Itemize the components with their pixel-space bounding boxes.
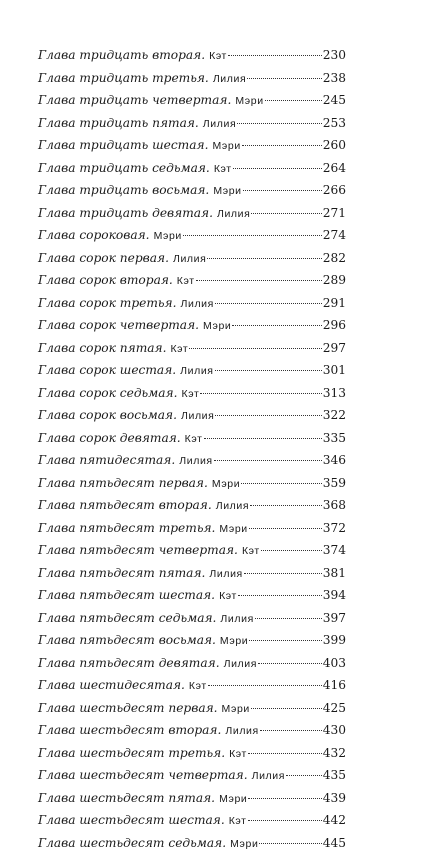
chapter-title: Глава шестьдесят седьмая.	[38, 832, 226, 855]
narrator-name: Кэт	[170, 338, 188, 361]
toc-entry	[38, 584, 346, 607]
page-number: 399	[323, 629, 346, 652]
toc-entry	[38, 674, 346, 697]
dot-leader	[215, 415, 321, 416]
dot-leader	[243, 190, 322, 191]
page-number: 403	[323, 652, 346, 675]
page-number: 260	[323, 134, 346, 157]
page-number: 374	[323, 539, 346, 562]
toc-entry	[38, 607, 346, 630]
dot-leader	[249, 528, 322, 529]
chapter-title: Глава сорок шестая.	[38, 359, 176, 382]
page-number: 439	[323, 787, 346, 810]
chapter-title: Глава тридцать седьмая.	[38, 157, 210, 180]
dot-leader	[258, 663, 322, 664]
toc-entry	[38, 449, 346, 472]
page-number: 335	[323, 427, 346, 450]
dot-leader	[248, 798, 321, 799]
toc-entry	[38, 764, 346, 787]
dot-leader	[189, 348, 321, 349]
narrator-name: Лилия	[225, 720, 258, 743]
narrator-name: Лилия	[220, 608, 253, 631]
dot-leader	[238, 595, 322, 596]
toc-entry	[38, 472, 346, 495]
chapter-title: Глава шестьдесят вторая.	[38, 719, 221, 742]
page-number: 282	[323, 247, 346, 270]
chapter-title: Глава шестьдесят пятая.	[38, 787, 215, 810]
chapter-title: Глава сорок пятая.	[38, 337, 166, 360]
dot-leader	[261, 550, 322, 551]
chapter-title: Глава шестьдесят четвертая.	[38, 764, 248, 787]
chapter-title: Глава сорок третья.	[38, 292, 177, 315]
dot-leader	[251, 213, 321, 214]
toc-entry	[38, 112, 346, 135]
narrator-name: Лилия	[173, 248, 206, 271]
narrator-name: Лилия	[217, 203, 250, 226]
narrator-name: Мэри	[220, 630, 248, 653]
chapter-title: Глава шестидесятая.	[38, 674, 185, 697]
toc-entry	[38, 697, 346, 720]
toc-entry	[38, 359, 346, 382]
dot-leader	[237, 123, 322, 124]
table-of-contents	[38, 44, 346, 854]
dot-leader	[208, 685, 322, 686]
narrator-name: Лилия	[181, 405, 214, 428]
narrator-name: Лилия	[203, 113, 236, 136]
chapter-title: Глава пятьдесят вторая.	[38, 494, 212, 517]
dot-leader	[265, 100, 322, 101]
page-number: 297	[323, 337, 346, 360]
narrator-name: Кэт	[242, 540, 260, 563]
page-number: 289	[323, 269, 346, 292]
toc-entry	[38, 652, 346, 675]
chapter-title: Глава пятьдесят седьмая.	[38, 607, 216, 630]
chapter-title: Глава сорок восьмая.	[38, 404, 177, 427]
dot-leader	[259, 843, 321, 844]
narrator-name: Мэри	[154, 225, 182, 248]
toc-entry	[38, 157, 346, 180]
page-number: 264	[323, 157, 346, 180]
page-number: 442	[323, 809, 346, 832]
page-number: 435	[323, 764, 346, 787]
chapter-title: Глава сорок первая.	[38, 247, 169, 270]
chapter-title: Глава тридцать шестая.	[38, 134, 208, 157]
page-number: 253	[323, 112, 346, 135]
narrator-name: Мэри	[235, 90, 263, 113]
narrator-name: Кэт	[209, 45, 227, 68]
dot-leader	[241, 483, 322, 484]
narrator-name: Кэт	[182, 383, 200, 406]
dot-leader	[183, 235, 322, 236]
toc-entry	[38, 787, 346, 810]
dot-leader	[250, 505, 322, 506]
dot-leader	[233, 168, 322, 169]
narrator-name: Лилия	[180, 360, 213, 383]
toc-entry	[38, 494, 346, 517]
toc-entry	[38, 179, 346, 202]
chapter-title: Глава шестьдесят третья.	[38, 742, 225, 765]
chapter-title: Глава тридцать пятая.	[38, 112, 199, 135]
narrator-name: Кэт	[229, 743, 247, 766]
dot-leader	[215, 303, 322, 304]
narrator-name: Мэри	[212, 135, 240, 158]
toc-entry	[38, 809, 346, 832]
chapter-title: Глава тридцать девятая.	[38, 202, 213, 225]
chapter-title: Глава пятьдесят третья.	[38, 517, 215, 540]
page-number: 230	[323, 44, 346, 67]
chapter-title: Глава сорок девятая.	[38, 427, 181, 450]
page-number: 296	[323, 314, 346, 337]
page-number: 381	[323, 562, 346, 585]
narrator-name: Мэри	[213, 180, 241, 203]
toc-entry	[38, 427, 346, 450]
dot-leader	[232, 325, 321, 326]
chapter-title: Глава сорок вторая.	[38, 269, 173, 292]
narrator-name: Кэт	[229, 810, 247, 833]
dot-leader	[215, 370, 322, 371]
chapter-title: Глава шестьдесят шестая.	[38, 809, 225, 832]
page-number: 346	[323, 449, 346, 472]
dot-leader	[244, 573, 322, 574]
chapter-title: Глава пятьдесят девятая.	[38, 652, 220, 675]
chapter-title: Глава пятьдесят восьмая.	[38, 629, 216, 652]
dot-leader	[242, 145, 322, 146]
page-number: 368	[323, 494, 346, 517]
page-number: 301	[323, 359, 346, 382]
chapter-title: Глава шестьдесят первая.	[38, 697, 218, 720]
page-number: 432	[323, 742, 346, 765]
toc-entry	[38, 202, 346, 225]
narrator-name: Мэри	[230, 833, 258, 855]
dot-leader	[251, 708, 322, 709]
dot-leader	[200, 393, 321, 394]
dot-leader	[248, 753, 322, 754]
narrator-name: Лилия	[209, 563, 242, 586]
narrator-name: Кэт	[214, 158, 232, 181]
narrator-name: Лилия	[181, 293, 214, 316]
narrator-name: Лилия	[216, 495, 249, 518]
page-number: 291	[323, 292, 346, 315]
dot-leader	[248, 820, 322, 821]
toc-entry	[38, 247, 346, 270]
narrator-name: Лилия	[213, 68, 246, 91]
toc-entry	[38, 629, 346, 652]
dot-leader	[247, 78, 321, 79]
toc-entry	[38, 832, 346, 855]
chapter-title: Глава тридцать восьмая.	[38, 179, 209, 202]
narrator-name: Кэт	[189, 675, 207, 698]
page-number: 372	[323, 517, 346, 540]
page-number: 313	[323, 382, 346, 405]
toc-entry	[38, 134, 346, 157]
toc-entry	[38, 89, 346, 112]
toc-entry	[38, 224, 346, 247]
narrator-name: Кэт	[219, 585, 237, 608]
narrator-name: Кэт	[185, 428, 203, 451]
page-number: 266	[323, 179, 346, 202]
dot-leader	[286, 775, 322, 776]
chapter-title: Глава пятьдесят четвертая.	[38, 539, 238, 562]
toc-entry	[38, 517, 346, 540]
toc-entry	[38, 742, 346, 765]
page-number: 397	[323, 607, 346, 630]
page-number: 322	[323, 404, 346, 427]
toc-entry	[38, 539, 346, 562]
toc-entry	[38, 337, 346, 360]
narrator-name: Лилия	[252, 765, 285, 788]
page-number: 359	[323, 472, 346, 495]
dot-leader	[204, 438, 322, 439]
toc-entry	[38, 382, 346, 405]
dot-leader	[214, 460, 322, 461]
page-number: 238	[323, 67, 346, 90]
toc-entry	[38, 404, 346, 427]
narrator-name: Лилия	[179, 450, 212, 473]
dot-leader	[207, 258, 321, 259]
dot-leader	[228, 55, 322, 56]
narrator-name: Мэри	[222, 698, 250, 721]
page-number: 271	[323, 202, 346, 225]
chapter-title: Глава пятьдесят первая.	[38, 472, 208, 495]
chapter-title: Глава пятьдесят пятая.	[38, 562, 205, 585]
chapter-title: Глава тридцать четвертая.	[38, 89, 231, 112]
page-number: 394	[323, 584, 346, 607]
page-number: 416	[323, 674, 346, 697]
chapter-title: Глава сороковая.	[38, 224, 150, 247]
chapter-title: Глава тридцать вторая.	[38, 44, 205, 67]
narrator-name: Лилия	[224, 653, 257, 676]
narrator-name: Кэт	[177, 270, 195, 293]
toc-entry	[38, 562, 346, 585]
toc-entry	[38, 269, 346, 292]
page-number: 430	[323, 719, 346, 742]
toc-entry	[38, 719, 346, 742]
narrator-name: Мэри	[203, 315, 231, 338]
toc-entry	[38, 314, 346, 337]
dot-leader	[260, 730, 322, 731]
dot-leader	[196, 280, 322, 281]
toc-entry	[38, 44, 346, 67]
chapter-title: Глава пятидесятая.	[38, 449, 175, 472]
narrator-name: Мэри	[212, 473, 240, 496]
dot-leader	[255, 618, 322, 619]
chapter-title: Глава сорок седьмая.	[38, 382, 178, 405]
page-number: 274	[323, 224, 346, 247]
chapter-title: Глава сорок четвертая.	[38, 314, 199, 337]
chapter-title: Глава пятьдесят шестая.	[38, 584, 215, 607]
page-number: 245	[323, 89, 346, 112]
chapter-title: Глава тридцать третья.	[38, 67, 209, 90]
page-number: 445	[323, 832, 346, 855]
toc-entry	[38, 292, 346, 315]
dot-leader	[249, 640, 321, 641]
page-number: 425	[323, 697, 346, 720]
narrator-name: Мэри	[219, 518, 247, 541]
toc-entry	[38, 67, 346, 90]
narrator-name: Мэри	[219, 788, 247, 811]
